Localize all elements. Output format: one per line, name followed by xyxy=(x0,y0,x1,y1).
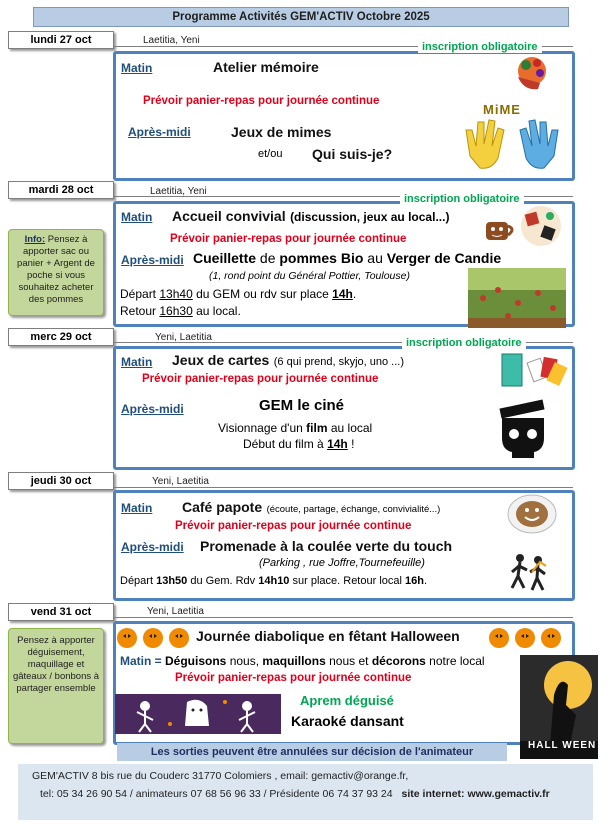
panier-note: Prévoir panier-repas pour journée continue xyxy=(142,373,379,385)
film-a: Visionnage d'un xyxy=(218,421,303,435)
dep-time-2: 14h xyxy=(332,287,353,301)
wednesday-afternoon-activity: GEM le ciné xyxy=(259,397,345,414)
fri-m3: maquillons xyxy=(262,654,326,668)
brain-head-icon xyxy=(510,53,552,93)
wednesday-film-line xyxy=(218,421,372,435)
morning-label: Matin xyxy=(121,355,153,369)
animators-thursday: Yeni, Laetitia xyxy=(152,476,209,487)
page-title: Programme Activités GEM'ACTIV Octobre 2025 xyxy=(33,7,569,27)
afternoon-label: Après-midi xyxy=(128,125,191,139)
monday-afternoon-activity-1: Jeux de mimes xyxy=(231,124,332,140)
animators-monday: Laetitia, Yeni xyxy=(143,35,200,46)
panier-note: Prévoir panier-repas pour journée continue xyxy=(175,520,412,532)
thu-dep-c: sur place. Retour local xyxy=(292,575,402,587)
pumpkins-right-icon xyxy=(487,624,569,650)
morning-label: Matin xyxy=(121,210,153,224)
hands-icon xyxy=(462,116,562,172)
tuesday-morning-detail: (discussion, jeux au local...) xyxy=(290,210,450,224)
mime-logo-text: MiME xyxy=(483,102,521,117)
info-text: Pensez à apporter sac ou panier + Argent de poche si vous souhaitez acheter des pommes xyxy=(17,234,95,305)
info-label: Info: xyxy=(24,234,46,245)
wednesday-morning-activity: Jeux de cartes xyxy=(172,352,270,368)
fri-m2: nous, xyxy=(229,654,260,668)
wednesday-morning-detail: (6 qui prend, skyjo, uno ...) xyxy=(273,356,404,368)
tuesday-aft-d: au xyxy=(367,250,383,266)
footer-website[interactable]: site internet: www.gemactiv.fr xyxy=(401,788,550,800)
playing-cards-icon xyxy=(500,352,568,390)
dep-time: 13h40 xyxy=(159,287,193,301)
tuesday-afternoon xyxy=(193,250,501,266)
film-b: film xyxy=(306,421,328,435)
thu-dep-d: . xyxy=(423,575,428,587)
ret-b: au local. xyxy=(196,304,241,318)
tuesday-aft-c: pommes Bio xyxy=(279,250,364,266)
dancing-skeletons-image xyxy=(115,694,281,734)
thu-dep-t3: 16h xyxy=(405,575,424,587)
tuesday-morning-activity: Accueil convivial xyxy=(172,208,286,224)
cancellation-note: Les sorties peuvent être annulées sur décision de l'animateur xyxy=(117,743,507,761)
start-b: 14h xyxy=(327,437,348,451)
ret-time: 16h30 xyxy=(159,304,193,318)
thursday-departure xyxy=(120,575,427,587)
dice-games-icon xyxy=(518,203,564,249)
dep-a: Départ xyxy=(120,287,157,301)
day-header-monday: lundi 27 oct xyxy=(8,31,114,49)
pumpkins-left-icon xyxy=(115,624,195,650)
cinema-skull-icon xyxy=(496,398,550,460)
afternoon-label: Après-midi xyxy=(121,540,184,554)
monday-morning-activity: Atelier mémoire xyxy=(213,59,319,75)
thursday-morning xyxy=(182,499,440,517)
wednesday-morning xyxy=(172,352,404,370)
film-c: au local xyxy=(330,421,373,435)
fri-m6: notre local xyxy=(429,654,485,668)
latte-art-icon xyxy=(505,492,559,536)
tuesday-aft-b: de xyxy=(259,250,276,266)
inscription-badge-tuesday: inscription obligatoire xyxy=(400,193,524,205)
panier-note: Prévoir panier-repas pour journée continue xyxy=(175,672,412,684)
panier-note: Prévoir panier-repas pour journée continue xyxy=(143,95,380,107)
friday-morning xyxy=(120,654,485,668)
footer-contact xyxy=(40,788,550,800)
thursday-afternoon-activity: Promenade à la coulée verte du touch xyxy=(200,538,453,554)
info-box-tuesday xyxy=(8,229,104,316)
divider xyxy=(113,487,573,488)
footer-phones: tel: 05 34 26 90 54 / animateurs 07 68 56 96 33 / Présidente 06 74 37 93 24 xyxy=(40,788,393,800)
day-header-thursday: jeudi 30 oct xyxy=(8,472,114,490)
info-text: Pensez à apporter déguisement, maquillage et gâteaux / bonbons à partager ensemble xyxy=(12,635,100,694)
ret-a: Retour xyxy=(120,304,157,318)
wednesday-start-line xyxy=(243,437,354,451)
start-a: Début du film à xyxy=(243,437,324,451)
matin-eq: Matin = xyxy=(120,654,162,668)
afternoon-label: Après-midi xyxy=(121,402,184,416)
apple-orchard-image xyxy=(468,268,566,328)
thu-dep-a: Départ xyxy=(120,575,154,587)
fri-m5: décorons xyxy=(371,654,426,668)
halloween-word: HALL WEEN xyxy=(528,740,597,751)
tuesday-morning xyxy=(172,208,449,226)
tuesday-departure: Départ 13h40 du GEM ou rdv sur place 14h. xyxy=(120,287,357,301)
inscription-badge-monday: inscription obligatoire xyxy=(418,41,542,53)
start-c: ! xyxy=(351,437,355,451)
afternoon-label: Après-midi xyxy=(121,253,184,267)
tuesday-aft-e: Verger de Candie xyxy=(386,250,502,266)
etou-text: et/ou xyxy=(258,148,283,160)
thu-dep-t1: 13h50 xyxy=(156,575,188,587)
panier-note: Prévoir panier-repas pour journée continue xyxy=(170,233,407,245)
tuesday-aft-a: Cueillette xyxy=(193,250,257,266)
walkers-icon xyxy=(502,550,556,592)
friday-headline: Journée diabolique en fêtant Halloween xyxy=(196,628,460,644)
thursday-parking: (Parking , rue Joffre,Tournefeuille) xyxy=(259,557,425,569)
thu-dep-t2: 14h10 xyxy=(258,575,290,587)
animators-tuesday: Laetitia, Yeni xyxy=(150,186,207,197)
day-header-wednesday: merc 29 oct xyxy=(8,328,114,346)
morning-label: Matin xyxy=(121,61,153,75)
thu-dep-b: du Gem. Rdv xyxy=(190,575,256,587)
animators-friday: Yeni, Laetitia xyxy=(147,606,204,617)
footer-address: GEM'ACTIV 8 bis rue du Couderc 31770 Colomiers , email: gemactiv@orange.fr, xyxy=(32,770,409,782)
thursday-morning-activity: Café papote xyxy=(182,499,263,515)
friday-aprem: Aprem déguisé xyxy=(300,693,394,708)
dep-b: du GEM ou rdv sur place xyxy=(196,287,329,301)
monday-afternoon-activity-2: Qui suis-je? xyxy=(312,146,393,162)
footer xyxy=(18,764,593,820)
day-header-tuesday: mardi 28 oct xyxy=(8,181,114,199)
fri-m1: Déguisons xyxy=(165,654,227,668)
fri-m4: nous et xyxy=(329,654,369,668)
tuesday-return xyxy=(120,304,241,318)
inscription-badge-wednesday: inscription obligatoire xyxy=(402,337,526,349)
coffee-cup-icon xyxy=(482,214,520,244)
morning-label: Matin xyxy=(121,501,153,515)
tuesday-address: (1, rond point du Général Pottier, Toulouse) xyxy=(209,270,410,282)
thursday-morning-detail: (écoute, partage, échange, convivialité...) xyxy=(266,504,441,515)
divider xyxy=(113,617,573,618)
info-box-friday xyxy=(8,628,104,744)
animators-wednesday: Yeni, Laetitia xyxy=(155,332,212,343)
day-header-friday: vend 31 oct xyxy=(8,603,114,621)
friday-karaoke: Karaoké dansant xyxy=(291,713,404,729)
